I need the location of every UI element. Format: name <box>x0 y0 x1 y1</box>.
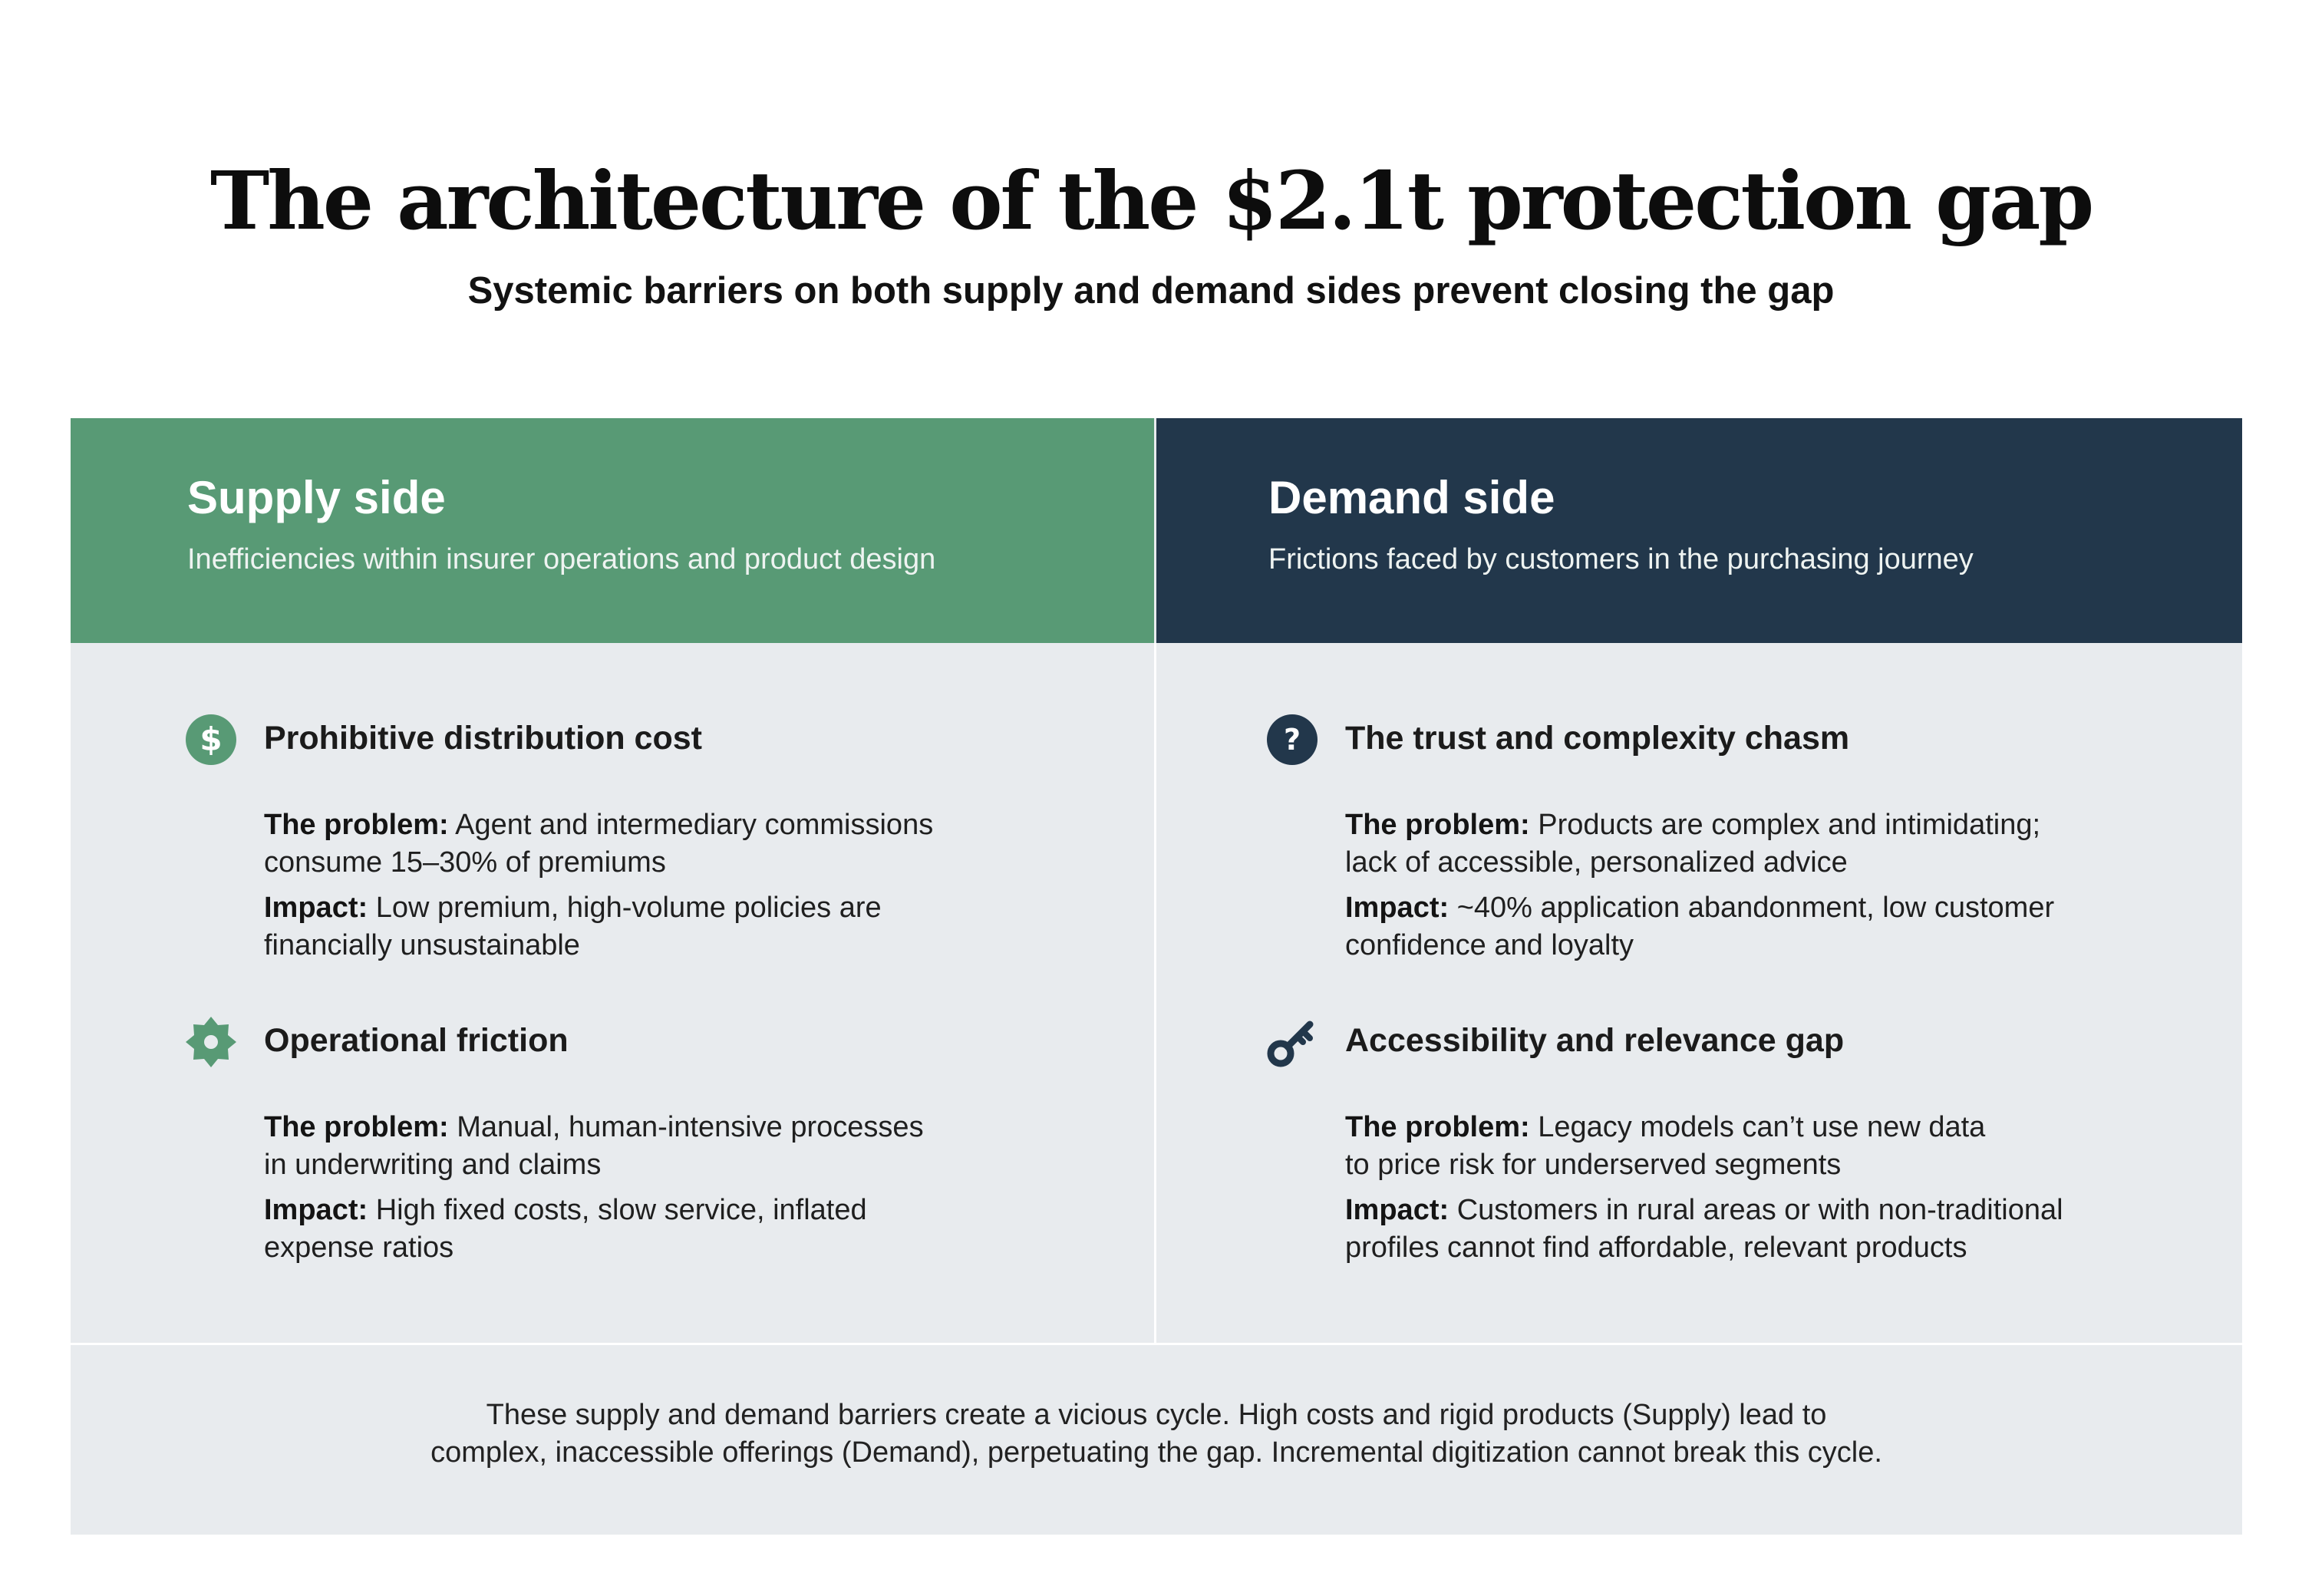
barrier-problem: The problem: Products are complex and intimidating; lack of accessible, personalized advice <box>1345 808 2041 879</box>
barrier-problem: The problem: Manual, human-intensive processes in underwriting and claims <box>264 1110 924 1181</box>
svg-text:?: ? <box>1283 723 1301 757</box>
key-icon <box>1265 1015 1319 1069</box>
barrier-impact: Impact: Low premium, high-volume policies are financially unsustainable <box>264 891 882 961</box>
barrier-trust-complexity <box>1283 719 2266 965</box>
gear-icon <box>184 1015 238 1069</box>
barrier-accessibility-relevance <box>1345 1021 2266 1267</box>
demand-side-title: Demand side <box>1268 472 1555 523</box>
barrier-distribution-cost <box>200 719 1185 965</box>
svg-text:$: $ <box>200 721 223 758</box>
barrier-problem: The problem: Agent and intermediary commissions consume 15–30% of premiums <box>264 808 934 879</box>
barrier-title: Accessibility and relevance gap <box>1345 1022 1845 1059</box>
demand-side-header <box>1156 418 2242 643</box>
page-title: The architecture of the $2.1t protection gap <box>209 153 2093 248</box>
question-icon <box>1265 713 1319 767</box>
demand-side-description: Frictions faced by customers in the purchasing journey <box>1268 543 1974 575</box>
barrier-operational-friction <box>264 1021 1185 1267</box>
barrier-title: Prohibitive distribution cost <box>264 720 702 757</box>
barrier-impact: Impact: High fixed costs, slow service, inflated expense ratios <box>264 1193 867 1264</box>
supply-side-title: Supply side <box>187 472 446 523</box>
barrier-impact: Impact: ~40% application abandonment, low customer confidence and loyalty <box>1345 891 2055 961</box>
footer-line: These supply and demand barriers create a vicious cycle. High costs and rigid products (Supply) lead to <box>486 1399 1827 1431</box>
barrier-title: Operational friction <box>264 1022 569 1059</box>
supply-side-description: Inefficiencies within insurer operations and product design <box>187 543 936 575</box>
supply-side-header <box>71 418 1154 643</box>
dollar-icon <box>184 713 238 767</box>
footer-divider <box>71 1343 2242 1345</box>
footer-summary <box>71 1396 2242 1472</box>
barrier-problem: The problem: Legacy models can’t use new data to price risk for underserved segments <box>1345 1110 1986 1181</box>
barrier-title: The trust and complexity chasm <box>1345 720 1850 757</box>
protection-gap-panel <box>71 418 2242 1535</box>
page-subtitle: Systemic barriers on both supply and demand sides prevent closing the gap <box>467 270 1835 312</box>
barrier-impact: Impact: Customers in rural areas or with non-traditional profiles cannot find affordable, relevant products <box>1345 1193 2063 1264</box>
footer-line: complex, inaccessible offerings (Demand), perpetuating the gap. Incremental digitization cannot break this cycle. <box>430 1436 1882 1469</box>
